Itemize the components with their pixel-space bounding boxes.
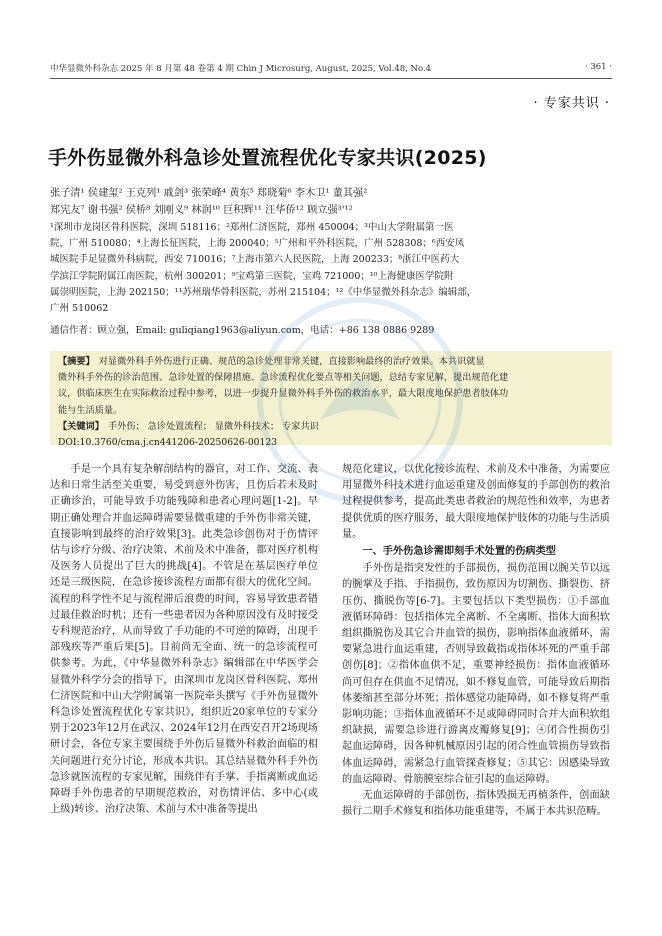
affiliation-line: 院，广州 510080；⁴上海长征医院，上海 200040；⁵广州和平外科医院，广州 528308；⁶西安凤 <box>50 238 465 250</box>
abstract-line: 对显微外科手外伤进行正确、规范的急诊处理非常关键，直接影响最终的治疗效果。本共识就显 <box>98 356 485 367</box>
corresponding-author: 通信作者：顾立强，Email: guliqiang1963@aliyun.com，电话：+86 138 0886 9289 <box>50 325 435 336</box>
section-tag: · 专家共识 · <box>533 96 610 111</box>
affiliation-line: 城医院手足显微外科病院，西安 710016；⁷上海市第六人民医院，上海 200233；⁸浙江中医药大 <box>50 254 460 266</box>
abstract-line: 议，供临床医生在实际救治过程中参考，以进一步提升显微外科手外伤的救治水平，最大限度地保护患者肢体功 <box>58 388 509 400</box>
header-divider <box>50 78 612 79</box>
body-paragraph: 手是一个具有复杂解剖结构的器官，对工作、交流、表达和日常生活至关重要，易受到意外伤害，且伤后若未及时正确诊治，可能导致手功能残障和患者心理问题[1-2]。早期正确处理合并血运障碍需要显微重建的手外伤非常关键，直接影响到最终的治疗效果[3]。此类急诊创伤对于伤情评估与诊疗分级、治疗决策、术前及术中准备，都对医疗机构及医务人员提出了巨大的挑战[4]。不管是在基层医疗单位还是三级医院，在急诊接诊流程方面都有很大的优化空间。流程的科学性不足与流程滞后浪费的时间，容易导致患者错过最佳救治时机；还有一些患者因为各种原因没有及时接受专科规范治疗，从而导致了手功能的不可逆的障碍，出现手部残疾等严重后果[5]。目前尚无全面、统一的急诊流程可供参考。为此，《中华显微外科杂志》编辑部在中华医学会显微外科学分会的指导下，由深圳市龙岗区骨科医院、郑州仁济医院和中山大学附属第一医院牵头撰写《手外伤显微外科急诊处置流程优化专家共识》，组织近20家单位的专家分别于2023年12月在武汉、2024年12月在西安召开2场现场研讨会，各位专家主要围绕手外伤后显微外科救治面临的相关问题进行充分讨论，形成本共识。其总结显微外科手外伤急诊就医流程的专家见解，围绕伴有手掌、手指离断或血运障碍手外伤患者的早期规范救治，对伤情评估、多中心(或上级)转诊、治疗决策、术前与术中准备等提出 <box>50 464 318 816</box>
journal-citation: 中华显微外科杂志 2025 年 8 月第 48 卷第 4 期 Chin J Microsurg, August, 2025, Vol.48, No.4 <box>50 64 432 74</box>
body-column-right <box>342 462 610 820</box>
abstract-line: 能与生活质量。 <box>58 404 123 416</box>
abstract-line: 微外科手外伤的诊治范围、急诊处置的保障措施、急诊流程优化要点等相关问题，总结专家见解，提出规范化建 <box>58 372 509 384</box>
body-paragraph: 无血运障碍的手部创伤，指体毁损无再植条件，创面缺损行二期手术修复和指体功能重建等，不属于本共识范畴。 <box>342 790 610 818</box>
author-line: 张子清¹ 侯建玺² 王克列¹ 戚剑³ 张荣峰⁴ 黄东⁵ 郑晓菊⁶ 李木卫¹ 董其强² <box>50 188 368 199</box>
keywords: 手外伤； 急诊处置流程； 显微外科技术； 专家共识 <box>107 420 319 432</box>
author-list <box>50 185 610 219</box>
affiliation-line: ¹深圳市龙岗区骨科医院，深圳 518116；²郑州仁济医院，郑州 450004；³中山大学附属第一医 <box>50 222 454 233</box>
affiliation-line: 广州 510062 <box>50 303 109 315</box>
body-paragraph: 规范化建议，以优化接诊流程、术前及术中准备，为需要应用显微外科技术进行血运重建及创面修复的手部创伤的救治过程提供参考，提高此类患者救治的规范性和效率，为患者提供优质的医疗服务，最大限度地保护肢体的功能与生活质量。 <box>342 464 610 540</box>
article-title: 手外伤显微外科急诊处置流程优化专家共识(2025) <box>48 147 487 169</box>
body-paragraph: 手外伤是指突发性的手部损伤，损伤范围以腕关节以远的腕掌及手指、手指损伤，致伤原因为切割伤、撕裂伤、挤压伤、撕脱伤等[6-7]。主要包括以下类型损伤：①手部血液循环障碍：包括指体完全离断、不全离断、指体大面积软组织撕脱伤及其它合并血管的损伤，影响指体血液循环，需要紧急进行血运重建，否则导致截指或指体坏死的严重手部创伤[8]；②指体血供不足，重要神经损伤：指体血液循环尚可但存在供血不足情况，如不修复血管，可能导致后期指体萎缩甚至部分坏死；指体感觉功能障碍，如不修复将严重影响功能；③指体血液循环不足或障碍同时合并大面积软组织缺损，需要急诊进行游离皮瓣修复[9]；④闭合性损伤引起血运障碍，因各种机械原因引起的闭合性血管损伤导致指体血运障碍，需紧急行血管探查修复；⑤其它：因感染导致的血运障碍、骨筋膜室综合征引起的血运障碍。 <box>342 563 610 785</box>
affiliation-line: 属崇明医院，上海 202150；¹¹苏州瑞华骨科医院，苏州 215104；¹²《中华显微外科杂志》编辑部， <box>50 286 477 298</box>
abstract-label: 【摘要】 <box>58 356 95 367</box>
keywords-label: 【关键词】 <box>58 420 104 432</box>
page-number: · 361 · <box>584 62 612 72</box>
running-header <box>50 62 612 74</box>
affiliation-line: 学滨江学院附属江南医院，杭州 300201；⁹宝鸡第三医院，宝鸡 721000；¹⁰上海健康医学院附 <box>50 270 454 282</box>
body-column-left <box>50 462 318 818</box>
author-line: 郑宪友⁷ 谢书强² 侯桥⁸ 刘刚义⁹ 林润¹⁰ 巨积辉¹¹ 汪华侨¹² 顾立强³'¹² <box>50 205 353 216</box>
doi: DOI:10.3760/cma.j.cn441206-20250626-00123 <box>58 437 278 449</box>
section-heading: 一、手外伤急诊需即刻手术处置的伤病类型 <box>362 546 556 558</box>
